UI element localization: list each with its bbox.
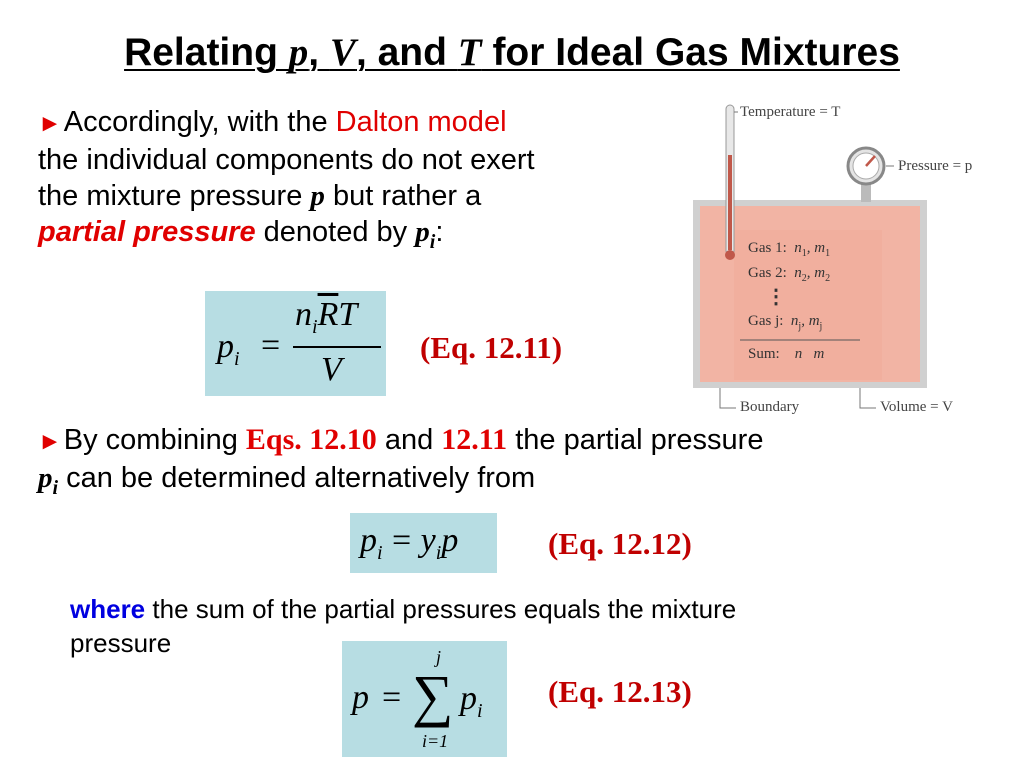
gasj-line: Gas j: $n_j$, $m_j$ bbox=[748, 313, 823, 332]
bullet-marker: ► bbox=[38, 110, 62, 137]
sum-line: Sum: n m bbox=[748, 346, 825, 362]
sigma-symbol: ∑ bbox=[412, 663, 454, 728]
dalton-model-text: Dalton model bbox=[335, 106, 507, 138]
partial-pressure-term: partial pressure bbox=[38, 216, 256, 248]
temperature-label: Temperature = T bbox=[740, 104, 841, 120]
vertical-dots: ⋮ bbox=[766, 286, 786, 308]
gas-mixture-figure bbox=[690, 100, 1010, 420]
bullet-marker: ► bbox=[38, 428, 62, 455]
equation-12-13-box: j p = ∑ $p_i$ i=1 bbox=[342, 641, 507, 757]
eq1-numerator: $n_i\overline{R}T$ bbox=[295, 296, 358, 338]
fraction-bar bbox=[293, 346, 381, 348]
pressure-label: Pressure = p bbox=[898, 158, 973, 174]
equation-12-12-box: $p_i = y_ip$ bbox=[350, 513, 497, 573]
eq-12-13-label: (Eq. 12.13) bbox=[548, 674, 692, 709]
where-text: where the sum of the partial pressures equals the mixture pressure bbox=[70, 594, 737, 658]
bullet-1: ►Accordingly, with the Dalton model the individual components do not exert the mixture pressure p but rather a partial pressure denoted by $p_i$: bbox=[38, 106, 535, 253]
bullet-2: ►By combining Eqs. 12.10 and 12.11 the partial pressure $p_i$ can be determined alternatively from bbox=[38, 423, 764, 499]
eq-12-11-label: (Eq. 12.11) bbox=[420, 330, 563, 365]
page-title: Relating p, V, and T for Ideal Gas Mixtures bbox=[124, 31, 900, 74]
volume-label: Volume = V bbox=[880, 399, 953, 415]
gas1-line: Gas 1: $n_1$, $m_1$ bbox=[748, 240, 831, 259]
boundary-label: Boundary bbox=[740, 399, 800, 415]
equation-12-11-box: $p_i$ = $n_i\overline{R}T$ V bbox=[205, 291, 386, 396]
eq-12-12-label: (Eq. 12.12) bbox=[548, 526, 692, 561]
gas2-line: Gas 2: $n_2$, $m_2$ bbox=[748, 265, 831, 284]
